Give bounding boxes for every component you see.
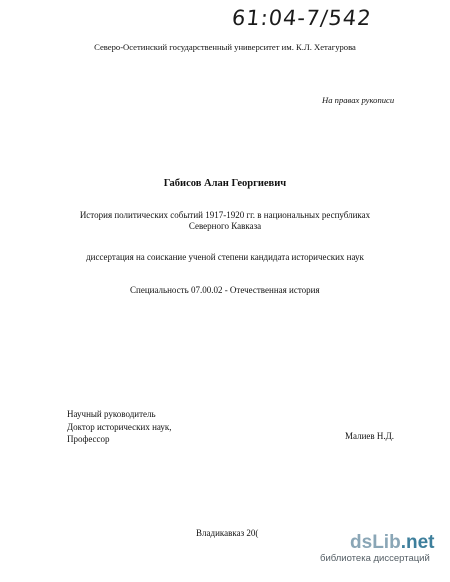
- dslib-logo: [350, 533, 446, 553]
- supervisor-name: Малиев Н.Д.: [345, 431, 395, 441]
- dslib-watermark: [320, 532, 446, 564]
- specialty-text: Специальность 07.00.02 - Отечественная история: [130, 285, 320, 295]
- author-name: Габисов Алан Георгиевич: [163, 178, 287, 189]
- logo-ds: ds: [350, 532, 373, 553]
- archive-handwritten-mark: 61:04-7/542: [230, 6, 373, 30]
- watermark-subtitle: библиотека диссертаций: [320, 553, 430, 564]
- logo-lib: Lib: [372, 532, 401, 553]
- supervisor-block: [67, 408, 172, 446]
- title-line-2: Северного Кавказа: [188, 221, 262, 231]
- city-year: Владикавказ 20(: [196, 528, 259, 538]
- supervisor-line-1: Научный руководитель: [67, 409, 156, 419]
- dissertation-title: [0, 210, 450, 232]
- degree-text: диссертация на соискание ученой степени кандидата исторических наук: [86, 252, 364, 262]
- title-line-1: История политических событий 1917-1920 гг. в национальных республиках: [79, 210, 371, 220]
- supervisor-line-2: Доктор исторических наук,: [67, 421, 172, 432]
- institution-name: Северо-Осетинский государственный университет им. К.Л. Хетагурова: [94, 42, 356, 52]
- logo-net: .net: [400, 532, 435, 553]
- rights-note: На правах рукописи: [322, 95, 395, 105]
- supervisor-line-3: Профессор: [67, 434, 110, 444]
